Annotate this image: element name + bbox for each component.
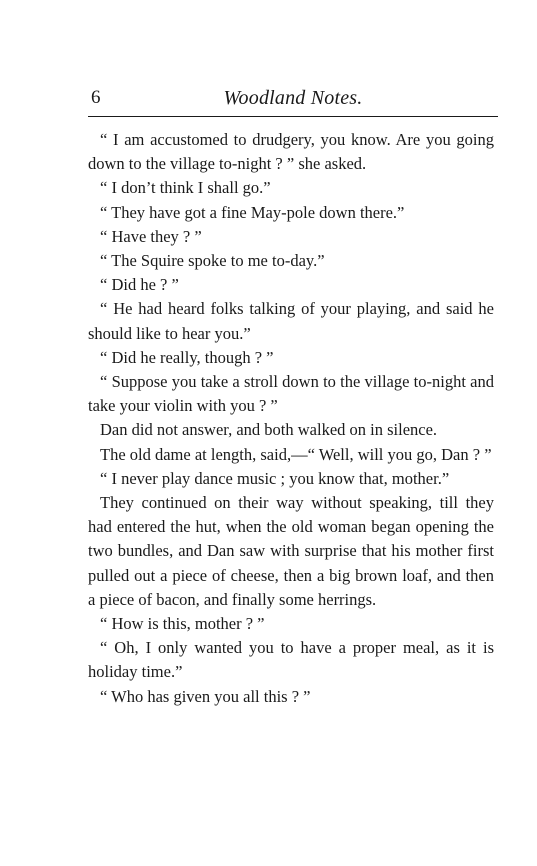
paragraph: “ He had heard folks talking of your playing, and said he should like to hear you.” — [88, 299, 494, 343]
paragraph: “ I don’t think I shall go.” — [100, 178, 271, 198]
paragraph: “ I am accustomed to drudgery, you know. Are you going down to the village to-night ? ” she asked. — [88, 130, 494, 174]
header-rule — [88, 116, 498, 117]
paragraph: “ How is this, mother ? ” — [100, 614, 265, 634]
page-number: 6 — [91, 87, 101, 108]
body-text — [88, 128, 494, 709]
paragraph: The old dame at length, said,—“ Well, will you go, Dan ? ” — [100, 444, 492, 464]
paragraph: They continued on their way without speaking, till they had entered the hut, when the old woman began opening the two bundles, and Dan saw with surprise that his mother first pulled out a piece of cheese, then a big brown loaf, and then a piece of bacon, and finally some herrings. — [88, 493, 494, 609]
paragraph: “ Did he ? ” — [100, 275, 179, 295]
paragraph: “ Suppose you take a stroll down to the village to-night and take your violin with you ? ” — [88, 372, 494, 416]
paragraph: Dan did not answer, and both walked on in silence. — [100, 420, 438, 440]
paragraph: “ Did he really, though ? ” — [100, 347, 274, 367]
running-header — [88, 86, 498, 114]
paragraph: “ Who has given you all this ? ” — [100, 686, 311, 706]
paragraph: “ They have got a fine May-pole down there.” — [100, 202, 405, 222]
paragraph: “ The Squire spoke to me to-day.” — [100, 251, 325, 271]
paragraph: “ Oh, I only wanted you to have a proper meal, as it is holiday time.” — [88, 638, 494, 682]
paragraph: “ I never play dance music ; you know that, mother.” — [100, 468, 450, 488]
running-title: Woodland Notes. — [223, 87, 363, 109]
paragraph: “ Have they ? ” — [100, 226, 202, 246]
